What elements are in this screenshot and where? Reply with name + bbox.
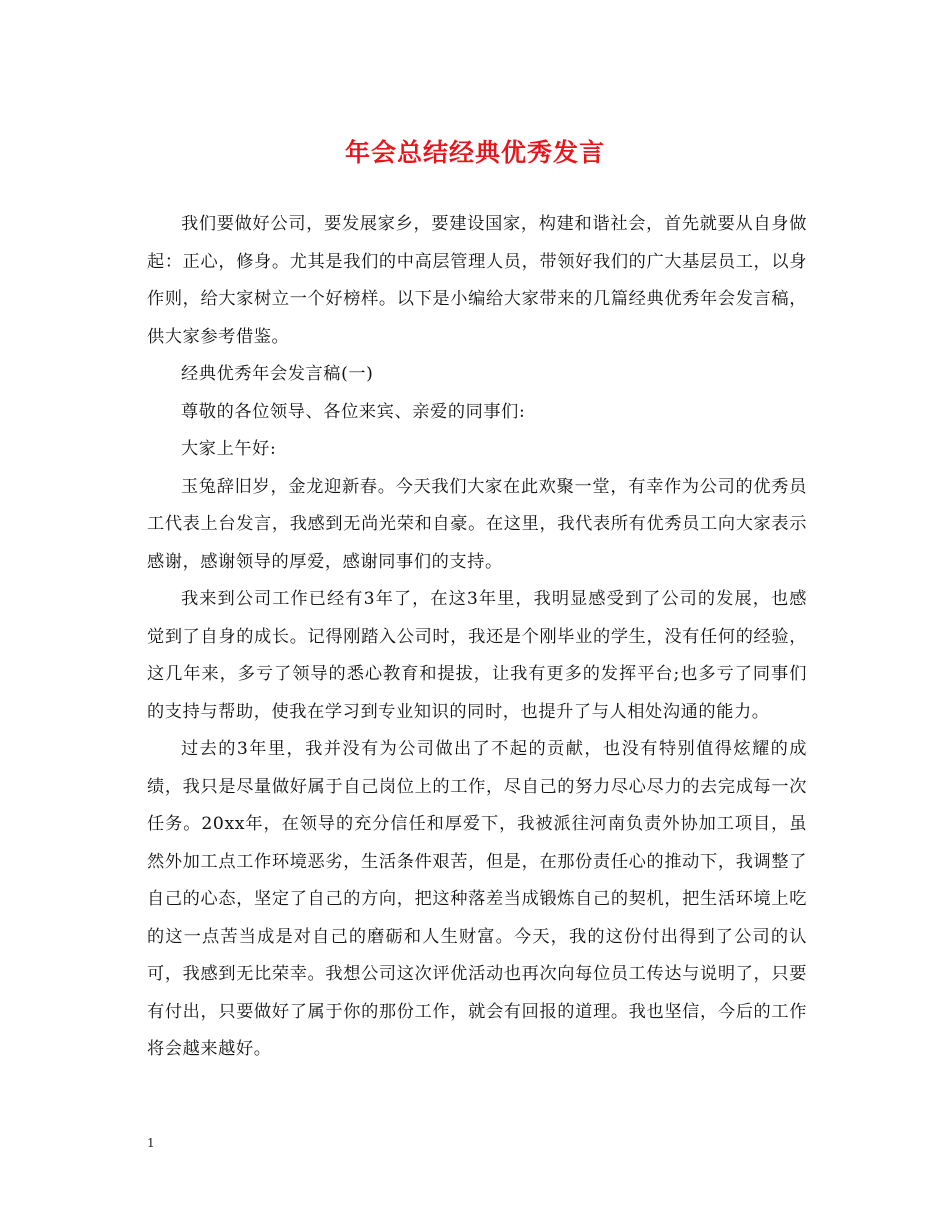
document-title: 年会总结经典优秀发言 <box>344 138 605 167</box>
paragraph-salutation: 尊敬的各位领导、各位来宾、亲爱的同事们: <box>181 401 526 422</box>
document-body <box>147 206 807 1069</box>
paragraph-section-heading: 经典优秀年会发言稿(一) <box>181 364 374 384</box>
page-number: 1 <box>147 1136 155 1150</box>
paragraph-new-year: 玉兔辞旧岁，金龙迎新春。今天我们大家在此欢聚一堂，有幸作为公司的优秀员工代表上台发言，我感到无尚光荣和自豪。在这里，我代表所有优秀员工向大家表示感谢，感谢领导的厚爱，感谢同事们的支持。 <box>147 476 807 572</box>
paragraph-intro: 我们要做好公司，要发展家乡，要建设国家，构建和谐社会，首先就要从自身做起：正心，修身。尤其是我们的中高层管理人员，带领好我们的广大基层员工，以身作则，给大家树立一个好榜样。以下是小编给大家带来的几篇经典优秀年会发言稿，供大家参考借鉴。 <box>147 214 807 347</box>
paragraph-greeting: 大家上午好: <box>181 439 277 459</box>
paragraph-contribution: 过去的3年里，我并没有为公司做出了不起的贡献，也没有特别值得炫耀的成绩，我只是尽量做好属于自己岗位上的工作，尽自己的努力尽心尽力的去完成每一次任务。20xx年，在领导的充分信任和厚爱下，我被派往河南负责外协加工项目，虽然外加工点工作环境恶劣，生活条件艰苦，但是，在那份责任心的推动下，我调整了自己的心态，坚定了自己的方向，把这种落差当成锻炼自己的契机，把生活环境上吃的这一点苦当成是对自己的磨砺和人生财富。今天，我的这份付出得到了公司的认可，我感到无比荣幸。我想公司这次评优活动也再次向每位员工传达与说明了，只要有付出，只要做好了属于你的那份工作，就会有回报的道理。我也坚信，今后的工作将会越来越好。 <box>147 739 807 1059</box>
paragraph-three-years: 我来到公司工作已经有3年了，在这3年里，我明显感受到了公司的发展，也感觉到了自身的成长。记得刚踏入公司时，我还是个刚毕业的学生，没有任何的经验，这几年来，多亏了领导的悉心教育和提拔，让我有更多的发挥平台;也多亏了同事们的支持与帮助，使我在学习到专业知识的同时，也提升了与人相处沟通的能力。 <box>147 589 807 722</box>
